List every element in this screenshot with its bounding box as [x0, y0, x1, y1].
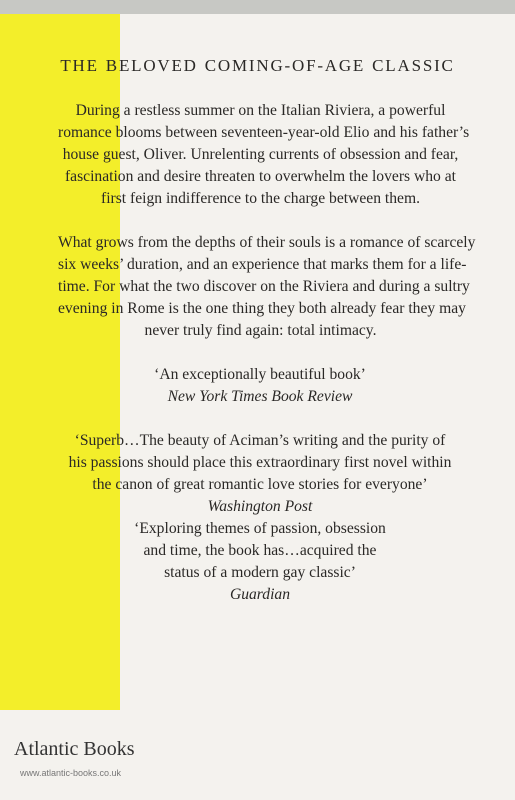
quote-line: and time, the book has…acquired the — [143, 542, 377, 559]
quote-source: Guardian — [229, 586, 291, 603]
synopsis-paragraph-2 — [58, 232, 476, 342]
text-line: house guest, Oliver. Unrelenting currents of obsession and fear, — [62, 146, 459, 163]
publisher-logo: Atlantic Books — [14, 738, 135, 760]
quote-line: status of a modern gay classic’ — [164, 564, 356, 581]
text-line: first feign indifference to the charge between them. — [101, 190, 420, 207]
text-line: never truly find again: total intimacy. — [144, 322, 377, 339]
text-line: six weeks’ duration, and an experience that marks them for a life- — [58, 256, 467, 273]
text-line: fascination and desire threaten to overwhelm the lovers who at — [64, 168, 456, 185]
quote-line: ‘Superb…The beauty of Aciman’s writing and the purity of — [74, 432, 446, 449]
text-line: What grows from the depths of their souls is a romance of scarcely — [58, 234, 476, 251]
review-quote-3 — [40, 518, 480, 606]
quote-line: ‘An exceptionally beautiful book’ — [154, 366, 366, 383]
quote-line: the canon of great romantic love stories for everyone’ — [92, 476, 428, 493]
synopsis-paragraph-1 — [58, 100, 470, 210]
text-line: During a restless summer on the Italian Riviera, a powerful — [75, 102, 446, 119]
quote-source: New York Times Book Review — [167, 388, 353, 405]
quote-source: Washington Post — [207, 498, 313, 515]
quote-line: ‘Exploring themes of passion, obsession — [134, 520, 386, 537]
publisher-url: www.atlantic-books.co.uk — [20, 768, 122, 778]
text-line: romance blooms between seventeen-year-old Elio and his father’s — [58, 124, 470, 141]
quote-line: his passions should place this extraordinary first novel within — [68, 454, 452, 471]
review-quote-1 — [40, 364, 480, 408]
review-quote-2 — [40, 430, 480, 518]
text-line: time. For what the two discover on the Riviera and during a sultry — [58, 278, 470, 295]
text-line: evening in Rome is the one thing they both already fear they may — [58, 300, 466, 317]
cover-heading: THE BELOVED COMING-OF-AGE CLASSIC — [60, 56, 455, 75]
